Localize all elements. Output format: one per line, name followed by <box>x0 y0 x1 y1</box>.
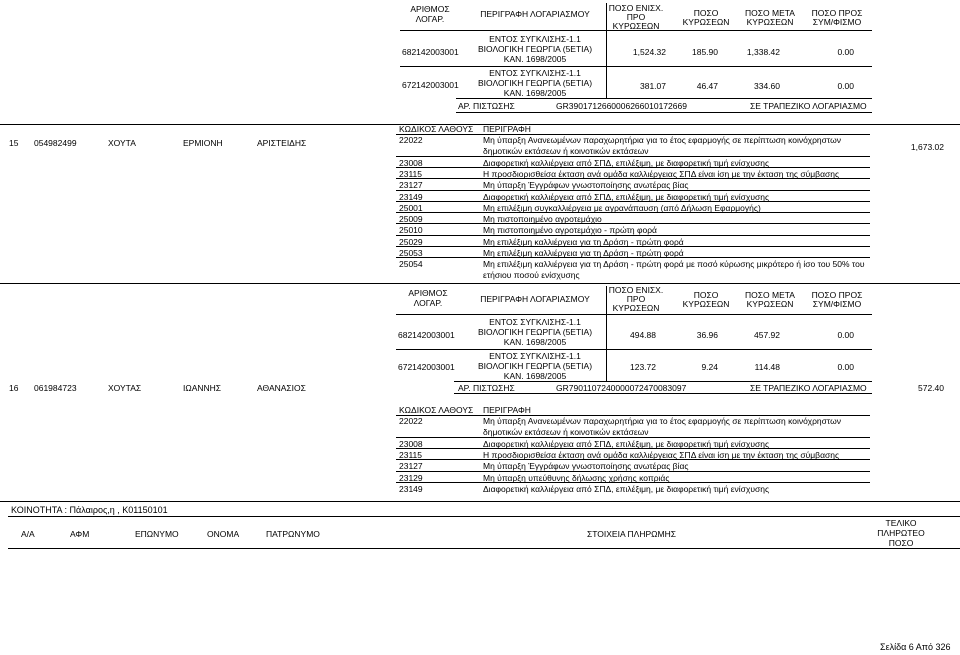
error-description: Διαφορετική καλλιέργεια από ΣΠΔ, επιλέξιμη, με διαφορετική τιμή ενίσχυσης <box>483 438 770 449</box>
iban: GR3901712660006266010172669 <box>556 101 687 111</box>
error-description: Μη επιλέξιμη συγκαλλιέργεια με αγρανάπαυση (από Δήλωση Εφαρμογής) <box>483 202 761 213</box>
account-number: 682142003001 <box>402 47 459 57</box>
page-number: Σελίδα 6 Από 326 <box>880 642 951 652</box>
error-code: 23149 <box>399 191 423 202</box>
error-header-code: ΚΩΔΙΚΟΣ ΛΑΘΟΥΣ <box>399 405 474 415</box>
error-code: 25054 <box>399 259 423 270</box>
error-code: 25029 <box>399 236 423 247</box>
error-code: 23115 <box>399 168 423 179</box>
header-sanctions: ΠΟΣΟ ΚΥΡΩΣΕΩΝ <box>682 290 730 309</box>
error-code: 23115 <box>399 449 423 460</box>
footer-header-afm: ΑΦΜ <box>70 529 90 539</box>
record-father: ΑΘΑΝΑΣΙΟΣ <box>257 383 306 393</box>
error-header-code: ΚΩΔΙΚΟΣ ΛΑΘΟΥΣ <box>399 124 474 134</box>
error-code: 23008 <box>399 157 423 168</box>
error-code: 23127 <box>399 461 423 472</box>
amount-offset: 0.00 <box>837 362 854 372</box>
iban: GR7901107240000072470083097 <box>556 383 687 393</box>
error-description: Διαφορετική καλλιέργεια από ΣΠΔ, επιλέξιμη, με διαφορετική τιμή ενίσχυσης <box>483 157 770 168</box>
error-description: Μη επιλέξιμη καλλιέργεια για τη Δράση - πρώτη φορά <box>483 248 684 258</box>
record-name: ΕΡΜΙΟΝΗ <box>183 138 223 148</box>
header-account-no: ΑΡΙΘΜΟΣ ΛΟΓΑΡ. <box>410 4 450 24</box>
error-description: Μη πιστοποιημένο αγροτεμάχιο <box>483 214 602 225</box>
error-code: 23127 <box>399 180 423 191</box>
header-account-no: ΑΡΙΘΜΟΣ ΛΟΓΑΡ. <box>408 288 448 308</box>
error-description: Μη επιλέξιμη καλλιέργεια για τη Δράση - πρώτη φορά με ποσό κύρωσης μικρότερο ή ίσο του 50% του ετήσιου ποσού ενίσχυσης <box>483 259 865 281</box>
record-number: 16 <box>9 383 19 393</box>
error-description: Διαφορετική καλλιέργεια από ΣΠΔ, επιλέξιμη, με διαφορετική τιμή ενίσχυσης <box>483 483 770 494</box>
record-total: 1,673.02 <box>910 142 944 152</box>
amount-offset: 0.00 <box>837 47 854 57</box>
error-description: Μη ύπαρξη Ανανεωμένων παραχωρητήρια για το έτος εφαρμογής σε περίπτωση κοινόχρηστων δημοτικών εκτάσεων ή κοινοτικών εκτάσεων <box>483 416 842 437</box>
amount-sanctions: 9.24 <box>701 362 718 372</box>
error-header-desc: ΠΕΡΙΓΡΑΦΗ <box>483 405 531 415</box>
error-code: 25001 <box>399 202 423 213</box>
error-code: 25010 <box>399 225 423 236</box>
account-description: ΕΝΤΟΣ ΣΥΓΚΛΙΣΗΣ-1.1 ΒΙΟΛΟΓΙΚΗ ΓΕΩΡΓΙΑ (5ΕΤΙΑ) ΚΑΝ. 1698/2005 <box>477 34 593 64</box>
header-after-sanctions: ΠΟΣΟ ΜΕΤΑ ΚΥΡΩΣΕΩΝ <box>745 8 795 27</box>
error-code: 23129 <box>399 472 423 483</box>
footer-header-aa: Α/Α <box>21 529 35 539</box>
amount-after: 334.60 <box>754 81 780 91</box>
footer-header-payment: ΣΤΟΙΧΕΙΑ ΠΛΗΡΩΜΗΣ <box>587 529 676 539</box>
bank-note: ΣΕ ΤΡΑΠΕΖΙΚΟ ΛΟΓΑΡΙΑΣΜΟ <box>750 383 867 393</box>
amount-after: 114.48 <box>754 362 780 372</box>
error-code: 25009 <box>399 214 423 225</box>
amount-pre: 1,524.32 <box>632 47 666 57</box>
amount-sanctions: 46.47 <box>696 81 718 91</box>
error-code: 23149 <box>399 483 423 494</box>
record-father: ΑΡΙΣΤΕΙΔΗΣ <box>257 138 307 148</box>
header-offset: ΠΟΣΟ ΠΡΟΣ ΣΥΜ/ΦΙΣΜΟ <box>811 8 863 27</box>
footer-header-surname: ΕΠΩΝΥΜΟ <box>135 529 179 539</box>
account-number: 672142003001 <box>402 80 459 90</box>
error-description: Η προσδιορισθείσα έκταση ανά ομάδα καλλιέργειας ΣΠΔ είναι ίση με την έκταση της σύμβασης <box>483 168 840 179</box>
record-surname: ΧΟΥΤΑ <box>108 138 136 148</box>
footer-header-name: ΟΝΟΜΑ <box>207 529 240 539</box>
amount-after: 1,338.42 <box>746 47 780 57</box>
header-account-desc: ΠΕΡΙΓΡΑΦΗ ΛΟΓΑΡΙΑΣΜΟΥ <box>480 294 590 304</box>
error-code: 23008 <box>399 438 423 449</box>
account-description: ΕΝΤΟΣ ΣΥΓΚΛΙΣΗΣ-1.1 ΒΙΟΛΟΓΙΚΗ ΓΕΩΡΓΙΑ (5ΕΤΙΑ) ΚΑΝ. 1698/2005 <box>477 351 593 381</box>
iban-label: ΑΡ. ΠΙΣΤΩΣΗΣ <box>458 383 515 393</box>
amount-pre: 494.88 <box>630 330 656 340</box>
error-description: Μη ύπαρξη Έγγράφων γνωστοποίησης ανωτέρας βίας <box>483 180 689 191</box>
error-code: 25053 <box>399 248 423 258</box>
record-surname: ΧΟΥΤΑΣ <box>108 383 142 393</box>
error-description: Μη ύπαρξη Έγγράφων γνωστοποίησης ανωτέρας βίας <box>483 461 689 472</box>
account-description: ΕΝΤΟΣ ΣΥΓΚΛΙΣΗΣ-1.1 ΒΙΟΛΟΓΙΚΗ ΓΕΩΡΓΙΑ (5ΕΤΙΑ) ΚΑΝ. 1698/2005 <box>477 68 593 98</box>
amount-pre: 123.72 <box>630 362 656 372</box>
record-total: 572.40 <box>918 383 944 393</box>
account-description: ΕΝΤΟΣ ΣΥΓΚΛΙΣΗΣ-1.1 ΒΙΟΛΟΓΙΚΗ ΓΕΩΡΓΙΑ (5ΕΤΙΑ) ΚΑΝ. 1698/2005 <box>477 317 593 347</box>
error-description: Μη επιλέξιμη καλλιέργεια για τη Δράση - πρώτη φορά <box>483 236 684 247</box>
record-afm: 054982499 <box>34 138 77 148</box>
record-number: 15 <box>9 138 19 148</box>
amount-offset: 0.00 <box>837 330 854 340</box>
header-amount-pre: ΠΟΣΟ ΕΝΙΣΧ. ΠΡΟ ΚΥΡΩΣΕΩΝ <box>608 285 664 313</box>
error-description: Μη ύπαρξη υπεύθυνης δήλωσης χρήσης κοπριάς <box>483 472 670 483</box>
error-description: Μη ύπαρξη Ανανεωμένων παραχωρητήρια για το έτος εφαρμογής σε περίπτωση κοινόχρηστων δημοτικών εκτάσεων ή κοινοτικών εκτάσεων <box>483 135 842 156</box>
community-label: ΚΟΙΝΟΤΗΤΑ : Πάλαιρος,η , Κ01150101 <box>11 505 168 515</box>
amount-pre: 381.07 <box>640 81 666 91</box>
bank-note: ΣΕ ΤΡΑΠΕΖΙΚΟ ΛΟΓΑΡΙΑΣΜΟ <box>750 101 867 111</box>
header-amount-pre: ΠΟΣΟ ΕΝΙΣΧ. ΠΡΟ ΚΥΡΩΣΕΩΝ <box>608 3 664 31</box>
header-account-desc: ΠΕΡΙΓΡΑΦΗ ΛΟΓΑΡΙΑΣΜΟΥ <box>480 9 590 19</box>
account-number: 682142003001 <box>398 330 455 340</box>
header-offset: ΠΟΣΟ ΠΡΟΣ ΣΥΜ/ΦΙΣΜΟ <box>811 290 863 309</box>
amount-sanctions: 185.90 <box>692 47 718 57</box>
error-description: Η προσδιορισθείσα έκταση ανά ομάδα καλλιέργειας ΣΠΔ είναι ίση με την έκταση της σύμβασης <box>483 449 840 460</box>
error-code: 22022 <box>399 416 423 426</box>
error-header-desc: ΠΕΡΙΓΡΑΦΗ <box>483 124 531 134</box>
amount-after: 457.92 <box>754 330 780 340</box>
footer-header-final: ΤΕΛΙΚΟ ΠΛΗΡΩΤΕΟ ΠΟΣΟ <box>877 518 925 548</box>
header-sanctions: ΠΟΣΟ ΚΥΡΩΣΕΩΝ <box>682 8 730 27</box>
amount-sanctions: 36.96 <box>696 330 718 340</box>
iban-label: ΑΡ. ΠΙΣΤΩΣΗΣ <box>458 101 515 111</box>
error-description: Διαφορετική καλλιέργεια από ΣΠΔ, επιλέξιμη, με διαφορετική τιμή ενίσχυσης <box>483 191 770 202</box>
amount-offset: 0.00 <box>837 81 854 91</box>
error-description: Μη πιστοποιημένο αγροτεμάχιο - πρώτη φορά <box>483 225 657 236</box>
error-code: 22022 <box>399 135 423 145</box>
record-name: ΙΩΑΝΝΗΣ <box>183 383 222 393</box>
footer-header-father: ΠΑΤΡΩΝΥΜΟ <box>266 529 320 539</box>
account-number: 672142003001 <box>398 362 455 372</box>
header-after-sanctions: ΠΟΣΟ ΜΕΤΑ ΚΥΡΩΣΕΩΝ <box>745 290 795 309</box>
record-afm: 061984723 <box>34 383 77 393</box>
